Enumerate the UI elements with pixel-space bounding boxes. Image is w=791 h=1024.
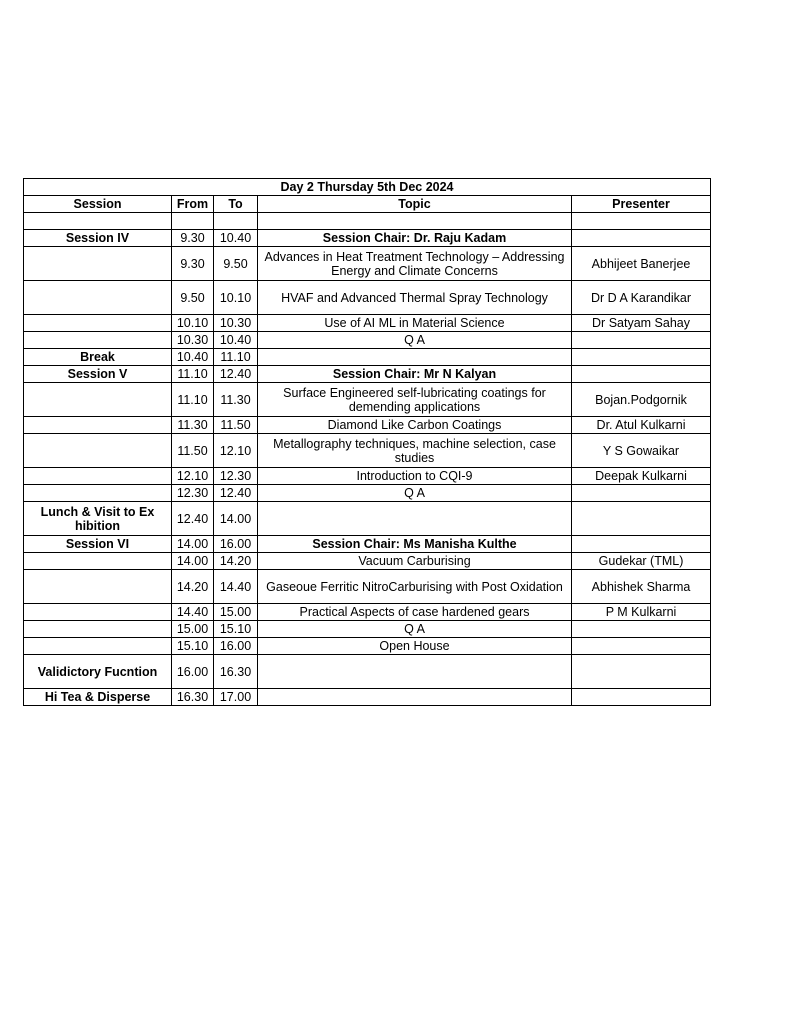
spacer-cell [572,213,711,230]
table-row [24,349,711,366]
table-row [24,485,711,502]
topic-cell: Diamond Like Carbon Coatings [258,417,572,434]
from-cell: 12.10 [172,468,214,485]
presenter-cell: Deepak Kulkarni [572,468,711,485]
topic-cell: Q A [258,621,572,638]
table-row [24,655,711,689]
schedule-table [23,178,711,706]
table-row [24,570,711,604]
session-cell: Session VI [24,536,172,553]
table-row [24,332,711,349]
to-cell: 11.10 [214,349,258,366]
to-cell: 15.10 [214,621,258,638]
topic-cell: Open House [258,638,572,655]
to-cell: 10.10 [214,281,258,315]
to-cell: 12.40 [214,485,258,502]
from-cell: 11.50 [172,434,214,468]
presenter-cell [572,655,711,689]
session-cell [24,570,172,604]
from-cell: 10.10 [172,315,214,332]
spacer-cell [258,213,572,230]
table-row [24,247,711,281]
session-cell: Hi Tea & Disperse [24,689,172,706]
session-cell [24,553,172,570]
to-cell: 9.50 [214,247,258,281]
session-cell [24,434,172,468]
topic-cell: Surface Engineered self-lubricating coatings for demending applications [258,383,572,417]
header-to: To [214,196,258,213]
table-row [24,621,711,638]
spacer-cell [214,213,258,230]
table-row [24,230,711,247]
topic-cell: Gaseoue Ferritic NitroCarburising with Post Oxidation [258,570,572,604]
presenter-cell: Abhijeet Banerjee [572,247,711,281]
title-row [24,179,711,196]
topic-cell [258,349,572,366]
spacer-cell [172,213,214,230]
from-cell: 11.10 [172,366,214,383]
table-row [24,468,711,485]
to-cell: 16.30 [214,655,258,689]
presenter-cell [572,349,711,366]
from-cell: 11.10 [172,383,214,417]
from-cell: 14.00 [172,536,214,553]
presenter-cell: P M Kulkarni [572,604,711,621]
from-cell: 9.30 [172,247,214,281]
from-cell: 16.00 [172,655,214,689]
to-cell: 14.40 [214,570,258,604]
presenter-cell [572,638,711,655]
session-cell: Session V [24,366,172,383]
presenter-cell [572,621,711,638]
table-row [24,536,711,553]
presenter-cell: Gudekar (TML) [572,553,711,570]
topic-cell [258,655,572,689]
header-topic: Topic [258,196,572,213]
table-row [24,604,711,621]
topic-cell: Use of AI ML in Material Science [258,315,572,332]
session-cell [24,332,172,349]
to-cell: 17.00 [214,689,258,706]
table-row [24,553,711,570]
topic-cell: Q A [258,332,572,349]
session-cell [24,247,172,281]
from-cell: 12.30 [172,485,214,502]
to-cell: 10.30 [214,315,258,332]
presenter-cell [572,485,711,502]
header-presenter: Presenter [572,196,711,213]
session-cell [24,281,172,315]
to-cell: 10.40 [214,332,258,349]
session-cell: Session IV [24,230,172,247]
topic-cell [258,502,572,536]
presenter-cell: Bojan.Podgornik [572,383,711,417]
session-cell [24,638,172,655]
to-cell: 15.00 [214,604,258,621]
header-session: Session [24,196,172,213]
session-cell [24,485,172,502]
presenter-cell: Dr Satyam Sahay [572,315,711,332]
from-cell: 16.30 [172,689,214,706]
schedule-title: Day 2 Thursday 5th Dec 2024 [24,179,711,196]
spacer-row [24,213,711,230]
session-cell [24,417,172,434]
session-cell: Validictory Fucntion [24,655,172,689]
from-cell: 14.40 [172,604,214,621]
session-cell [24,315,172,332]
presenter-cell [572,332,711,349]
presenter-cell [572,502,711,536]
table-row [24,502,711,536]
session-cell [24,468,172,485]
schedule-body [24,179,711,706]
topic-cell: Practical Aspects of case hardened gears [258,604,572,621]
header-row [24,196,711,213]
to-cell: 16.00 [214,638,258,655]
to-cell: 14.00 [214,502,258,536]
presenter-cell [572,689,711,706]
to-cell: 12.40 [214,366,258,383]
topic-cell: Advances in Heat Treatment Technology – Addressing Energy and Climate Concerns [258,247,572,281]
topic-cell: Introduction to CQI-9 [258,468,572,485]
presenter-cell: Abhishek Sharma [572,570,711,604]
table-row [24,366,711,383]
topic-cell: Vacuum Carburising [258,553,572,570]
topic-cell: Session Chair: Ms Manisha Kulthe [258,536,572,553]
topic-cell: Session Chair: Dr. Raju Kadam [258,230,572,247]
table-row [24,689,711,706]
from-cell: 10.30 [172,332,214,349]
table-row [24,638,711,655]
from-cell: 9.50 [172,281,214,315]
from-cell: 10.40 [172,349,214,366]
from-cell: 15.00 [172,621,214,638]
to-cell: 11.30 [214,383,258,417]
spacer-cell [24,213,172,230]
presenter-cell: Dr D A Karandikar [572,281,711,315]
topic-cell: HVAF and Advanced Thermal Spray Technology [258,281,572,315]
to-cell: 10.40 [214,230,258,247]
to-cell: 14.20 [214,553,258,570]
to-cell: 12.30 [214,468,258,485]
presenter-cell: Dr. Atul Kulkarni [572,417,711,434]
table-row [24,417,711,434]
table-row [24,434,711,468]
from-cell: 9.30 [172,230,214,247]
to-cell: 16.00 [214,536,258,553]
table-row [24,281,711,315]
presenter-cell [572,230,711,247]
from-cell: 14.20 [172,570,214,604]
from-cell: 12.40 [172,502,214,536]
to-cell: 11.50 [214,417,258,434]
topic-cell: Q A [258,485,572,502]
from-cell: 14.00 [172,553,214,570]
topic-cell [258,689,572,706]
table-row [24,383,711,417]
session-cell [24,621,172,638]
table-row [24,315,711,332]
from-cell: 15.10 [172,638,214,655]
session-cell [24,383,172,417]
to-cell: 12.10 [214,434,258,468]
session-cell: Lunch & Visit to Ex hibition [24,502,172,536]
from-cell: 11.30 [172,417,214,434]
topic-cell: Session Chair: Mr N Kalyan [258,366,572,383]
presenter-cell [572,536,711,553]
presenter-cell: Y S Gowaikar [572,434,711,468]
topic-cell: Metallography techniques, machine selection, case studies [258,434,572,468]
session-cell [24,604,172,621]
header-from: From [172,196,214,213]
session-cell: Break [24,349,172,366]
presenter-cell [572,366,711,383]
